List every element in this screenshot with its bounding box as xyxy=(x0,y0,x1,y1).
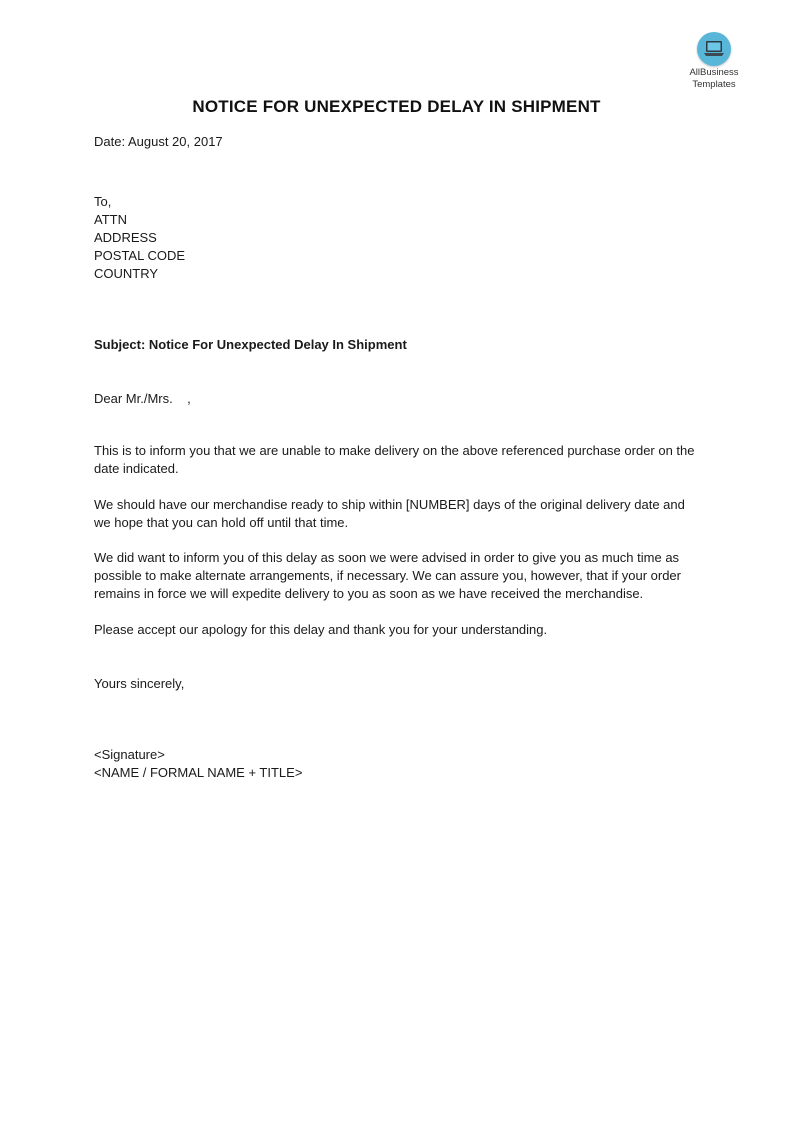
recipient-to: To, xyxy=(94,194,112,209)
page-title: NOTICE FOR UNEXPECTED DELAY IN SHIPMENT xyxy=(192,97,601,116)
body-paragraph: We should have our merchandise ready to ship within [NUMBER] days of the original delivery date and we hope that you can hold off until that time. xyxy=(94,497,685,530)
recipient-country: COUNTRY xyxy=(94,266,159,281)
laptop-icon xyxy=(697,32,731,66)
recipient-attn: ATTN xyxy=(94,212,127,227)
logo-text-line1: AllBusiness xyxy=(689,67,739,78)
closing: Yours sincerely, xyxy=(94,676,185,691)
subject-line: Subject: Notice For Unexpected Delay In Shipment xyxy=(94,337,407,352)
body-paragraph: We did want to inform you of this delay as soon we were advised in order to give you as much time as possible to make alternate arrangements, if necessary. We can assure you, however, that if your order remains in force we will expedite delivery to you as soon as we have received the merchandise. xyxy=(94,550,681,601)
body-paragraph: This is to inform you that we are unable to make delivery on the above referenced purchase order on the date indicated. xyxy=(94,443,695,476)
recipient-address: ADDRESS xyxy=(94,230,157,245)
logo-text-line2: Templates xyxy=(692,79,736,90)
name-title-placeholder: <NAME / FORMAL NAME + TITLE> xyxy=(94,765,303,780)
greeting: Dear Mr./Mrs. , xyxy=(94,391,191,406)
signature-placeholder: <Signature> xyxy=(94,747,165,762)
recipient-postal-code: POSTAL CODE xyxy=(94,248,186,263)
body-paragraph: Please accept our apology for this delay and thank you for your understanding. xyxy=(94,622,548,637)
date-line: Date: August 20, 2017 xyxy=(94,134,223,149)
company-logo[interactable] xyxy=(682,32,746,90)
